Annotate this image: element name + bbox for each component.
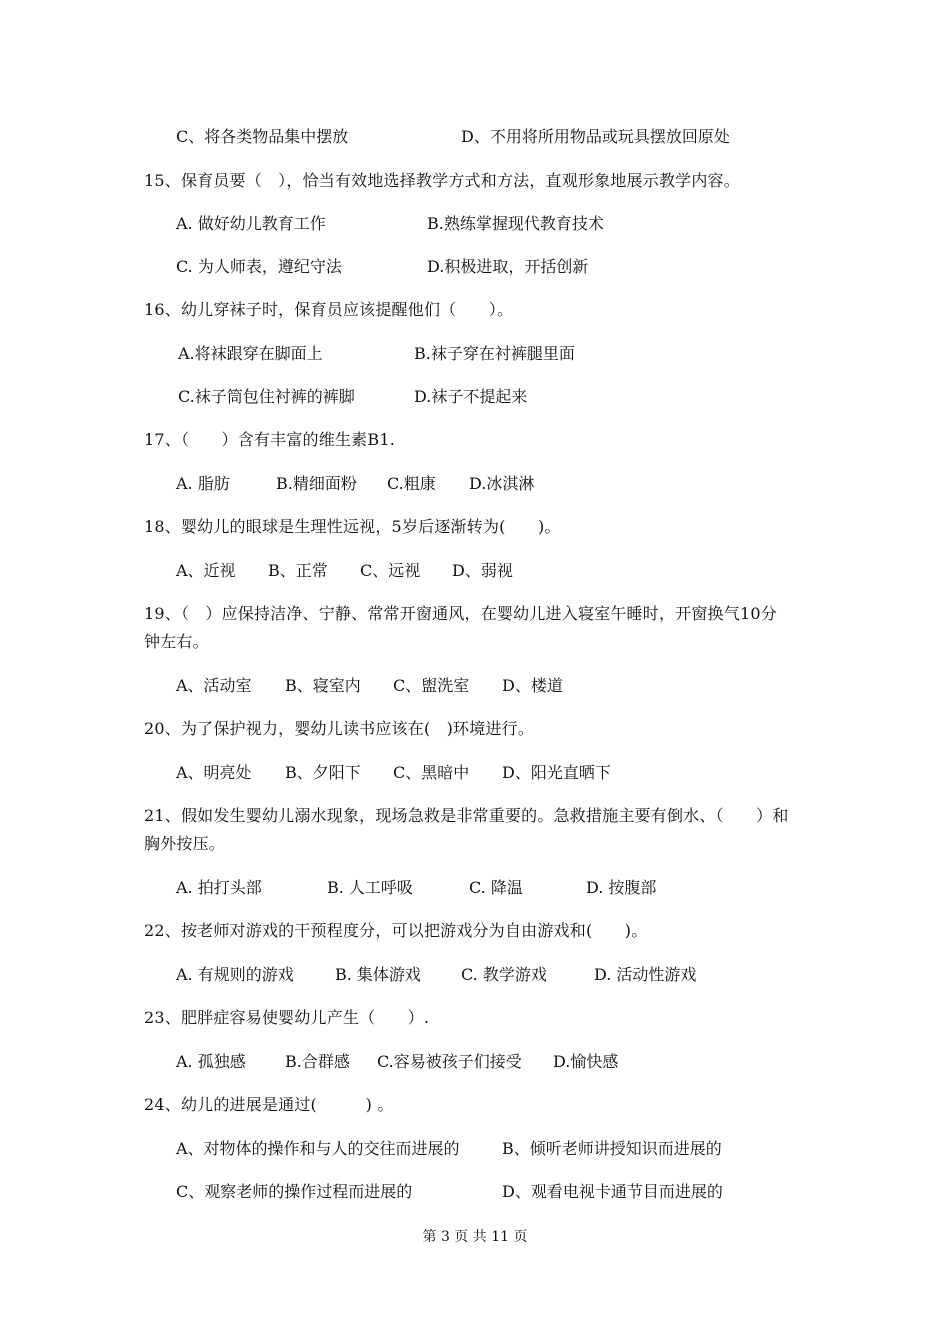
q16-option-b: B.袜子穿在衬裤腿里面 xyxy=(414,344,575,363)
q15-stem: 15、保育员要（ ），恰当有效地选择教学方式和方法，直观形象地展示教学内容。 xyxy=(144,171,740,190)
q21-option-b: B. 人工呼吸 xyxy=(327,878,413,897)
q14-option-d: D、不用将所用物品或玩具摆放回原处 xyxy=(461,127,730,146)
q20-option-b: B、夕阳下 xyxy=(285,763,361,782)
q21-option-a: A. 拍打头部 xyxy=(176,878,262,897)
q17-stem: 17、（ ）含有丰富的维生素B1. xyxy=(144,430,395,449)
q20-option-a: A、明亮处 xyxy=(176,763,252,782)
q24-stem: 24、幼儿的进展是通过( ) 。 xyxy=(144,1095,394,1114)
q15-option-d: D.积极进取，开括创新 xyxy=(427,257,589,276)
q19-stem-line2: 钟左右。 xyxy=(144,632,209,651)
q16-option-a: A.将袜跟穿在脚面上 xyxy=(178,344,323,363)
q23-option-d: D.愉快感 xyxy=(553,1052,619,1071)
q18-option-a: A、近视 xyxy=(176,561,236,580)
q18-stem: 18、婴幼儿的眼球是生理性远视，5岁后逐渐转为( )。 xyxy=(144,517,561,536)
q23-stem: 23、肥胖症容易使婴幼儿产生（ ）. xyxy=(144,1008,430,1027)
q21-option-d: D. 按腹部 xyxy=(586,878,657,897)
q24-option-c: C、观察老师的操作过程而进展的 xyxy=(176,1182,413,1201)
q20-option-d: D、阳光直晒下 xyxy=(502,763,611,782)
q23-option-a: A. 孤独感 xyxy=(176,1052,246,1071)
q20-option-c: C、黑暗中 xyxy=(393,763,470,782)
q15-option-c: C. 为人师表，遵纪守法 xyxy=(176,257,342,276)
q22-option-a: A. 有规则的游戏 xyxy=(176,965,294,984)
q24-option-d: D、观看电视卡通节目而进展的 xyxy=(502,1182,723,1201)
q19-option-a: A、活动室 xyxy=(176,676,252,695)
q19-option-b: B、寝室内 xyxy=(285,676,361,695)
q17-option-a: A. 脂肪 xyxy=(176,474,230,493)
q19-option-d: D、楼道 xyxy=(502,676,563,695)
q18-option-d: D、弱视 xyxy=(452,561,513,580)
q14-option-c: C、将各类物品集中摆放 xyxy=(176,127,349,146)
q16-option-d: D.袜子不提起来 xyxy=(414,387,528,406)
q20-stem: 20、为了保护视力，婴幼儿读书应该在( )环境进行。 xyxy=(144,719,535,738)
q21-stem-line1: 21、假如发生婴幼儿溺水现象，现场急救是非常重要的。急救措施主要有倒水、（ ）和 xyxy=(144,806,789,825)
q16-option-c: C.袜子筒包住衬裤的裤脚 xyxy=(178,387,355,406)
q22-option-c: C. 教学游戏 xyxy=(461,965,547,984)
q21-stem-line2: 胸外按压。 xyxy=(144,834,226,853)
q19-option-c: C、盥洗室 xyxy=(393,676,470,695)
q15-option-b: B.熟练掌握现代教育技术 xyxy=(427,214,604,233)
q22-stem: 22、按老师对游戏的干预程度分，可以把游戏分为自由游戏和( )。 xyxy=(144,921,648,940)
q22-option-d: D. 活动性游戏 xyxy=(594,965,697,984)
q17-option-c: C.粗康 xyxy=(387,474,436,493)
q18-option-b: B、正常 xyxy=(268,561,328,580)
q17-option-d: D.冰淇淋 xyxy=(469,474,535,493)
q23-option-b: B.合群感 xyxy=(285,1052,350,1071)
q18-option-c: C、远视 xyxy=(360,561,421,580)
page-number: 第 3 页 共 11 页 xyxy=(422,1229,528,1245)
q22-option-b: B. 集体游戏 xyxy=(335,965,421,984)
q19-stem-line1: 19、（ ）应保持洁净、宁静、常常开窗通风，在婴幼儿进入寝室午睡时，开窗换气10分 xyxy=(144,604,777,623)
q23-option-c: C.容易被孩子们接受 xyxy=(377,1052,522,1071)
q16-stem: 16、幼儿穿袜子时，保育员应该提醒他们（ ）。 xyxy=(144,300,514,319)
q15-option-a: A. 做好幼儿教育工作 xyxy=(176,214,326,233)
q24-option-b: B、倾听老师讲授知识而进展的 xyxy=(502,1139,722,1158)
q17-option-b: B.精细面粉 xyxy=(276,474,357,493)
q24-option-a: A、对物体的操作和与人的交往而进展的 xyxy=(176,1139,460,1158)
q21-option-c: C. 降温 xyxy=(469,878,523,897)
